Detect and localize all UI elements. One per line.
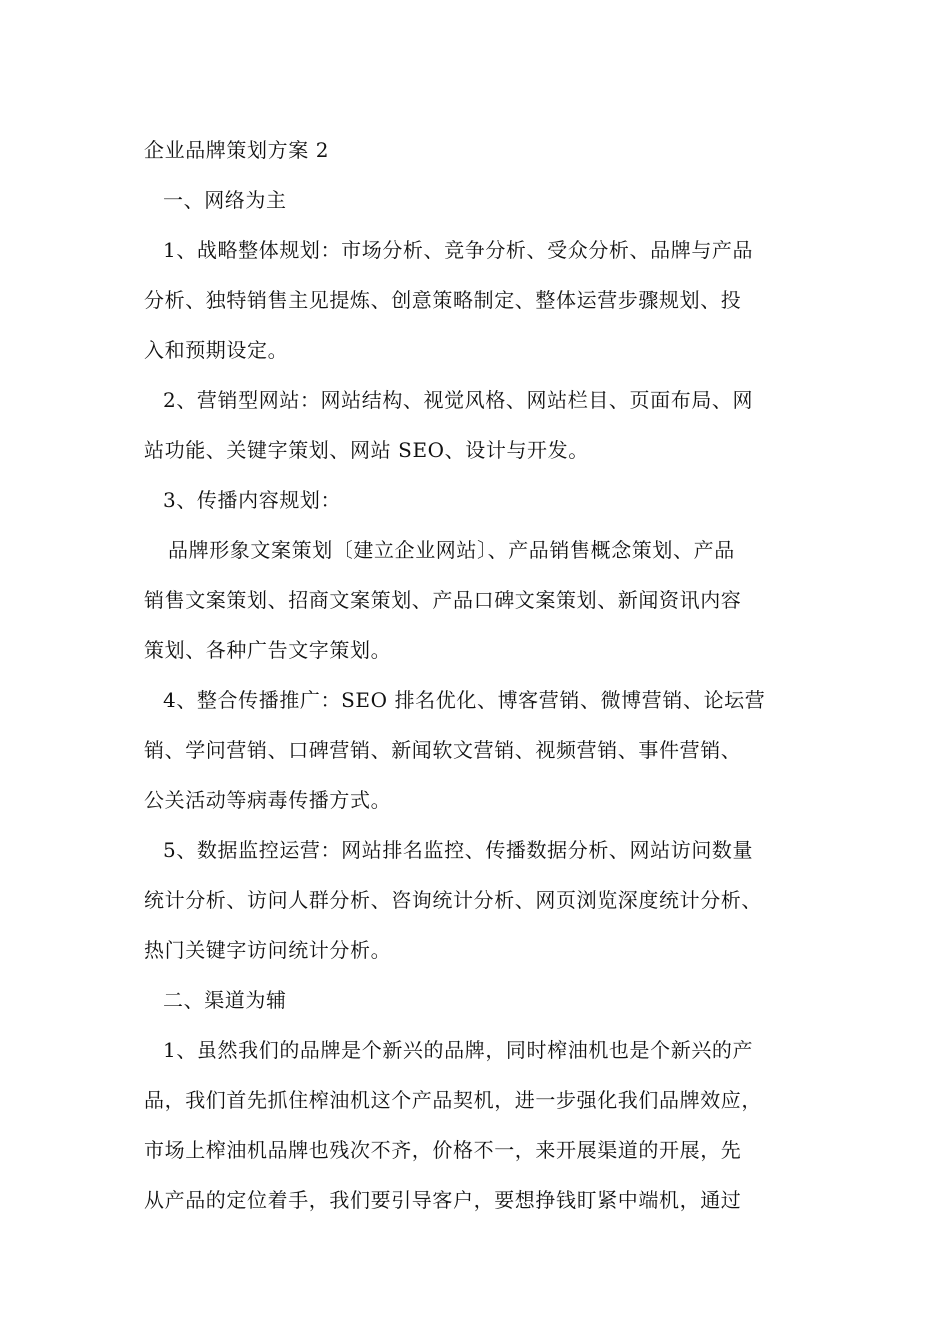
paragraph-line: 公关活动等病毒传播方式。 bbox=[144, 788, 392, 812]
section-heading: 二、渠道为辅 bbox=[163, 988, 287, 1012]
paragraph-line: 销、学问营销、口碑营销、新闻软文营销、视频营销、事件营销、 bbox=[144, 738, 742, 762]
paragraph-line: 从产品的定位着手，我们要引导客户，要想挣钱盯紧中端机，通过 bbox=[144, 1188, 742, 1212]
paragraph-line: 品牌形象文案策划〔建立企业网站〕、产品销售概念策划、产品 bbox=[168, 538, 735, 562]
paragraph-line: 品，我们首先抓住榨油机这个产品契机，进一步强化我们品牌效应， bbox=[144, 1088, 762, 1112]
paragraph-line: 分析、独特销售主见提炼、创意策略制定、整体运营步骤规划、投 bbox=[144, 288, 742, 312]
paragraph-line: 1、虽然我们的品牌是个新兴的品牌，同时榨油机也是个新兴的产 bbox=[163, 1038, 754, 1062]
document-title: 企业品牌策划方案 2 bbox=[144, 138, 330, 162]
paragraph-line: 销售文案策划、招商文案策划、产品口碑文案策划、新闻资讯内容 bbox=[144, 588, 742, 612]
paragraph-line: 策划、各种广告文字策划。 bbox=[144, 638, 392, 662]
paragraph-line: 4、整合传播推广：SEO 排名优化、博客营销、微博营销、论坛营 bbox=[163, 688, 766, 712]
section-heading: 一、网络为主 bbox=[163, 188, 287, 212]
paragraph-line: 2、营销型网站：网站结构、视觉风格、网站栏目、页面布局、网 bbox=[163, 388, 754, 412]
paragraph-line: 统计分析、访问人群分析、咨询统计分析、网页浏览深度统计分析、 bbox=[144, 888, 762, 912]
paragraph-line: 3、传播内容规划： bbox=[163, 488, 342, 512]
paragraph-line: 热门关键字访问统计分析。 bbox=[144, 938, 392, 962]
paragraph-line: 站功能、关键字策划、网站 SEO、设计与开发。 bbox=[144, 438, 589, 462]
paragraph-line: 入和预期设定。 bbox=[144, 338, 289, 362]
paragraph-line: 1、战略整体规划：市场分析、竞争分析、受众分析、品牌与产品 bbox=[163, 238, 754, 262]
paragraph-line: 市场上榨油机品牌也残次不齐，价格不一，来开展渠道的开展，先 bbox=[144, 1138, 742, 1162]
paragraph-line: 5、数据监控运营：网站排名监控、传播数据分析、网站访问数量 bbox=[163, 838, 754, 862]
